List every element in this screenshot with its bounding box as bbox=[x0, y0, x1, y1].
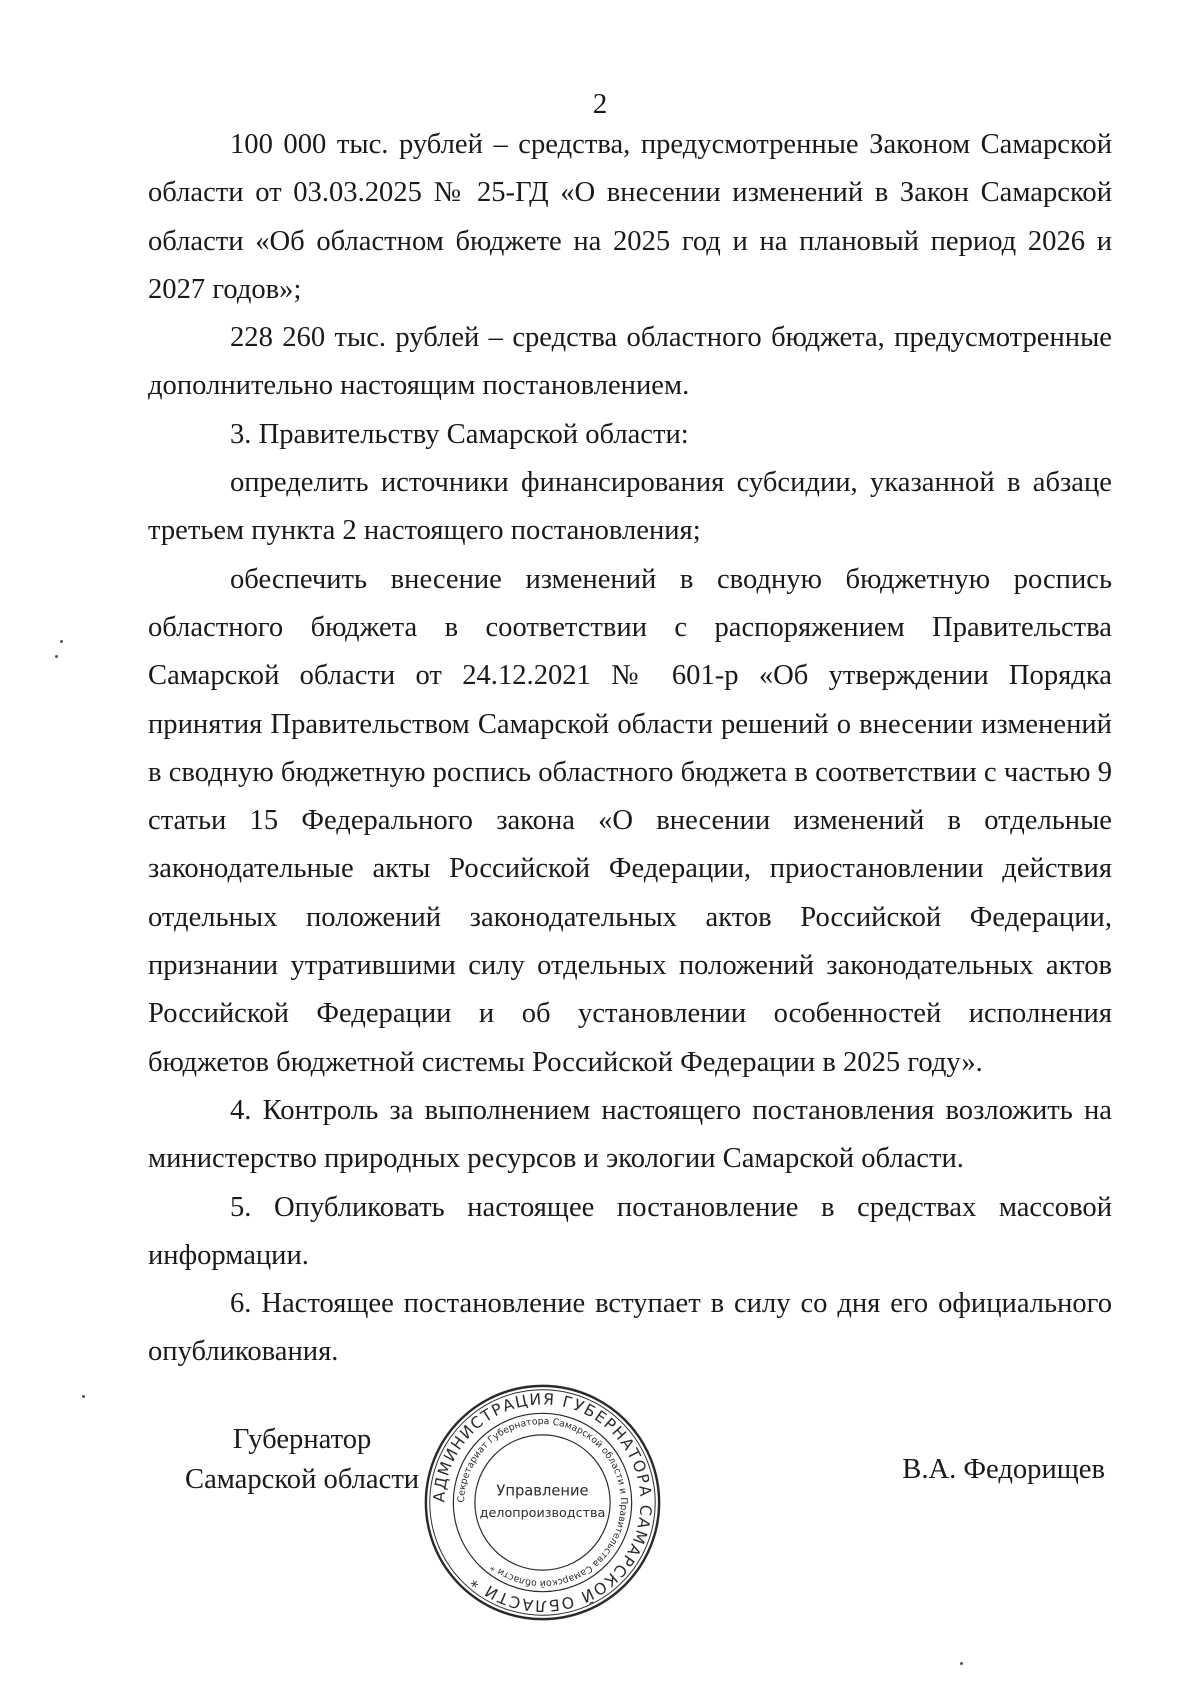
paragraph-item-3-budget-changes: обеспечить внесение изменений в сводную бюджетную роспись областного бюджета в соответствии с распоряжением Правительства Самарской области от 24.12.2021 № 601-р «Об утверждении Порядка принятия Правительством Самарской области решений о внесении изменений в сводную бюджетную роспись областного бюджета в соответствии с частью 9 статьи 15 Федерального закона «О внесении изменений в отдельные законодательные акты Российской Федерации, приостановлении действия отдельных положений законодательных актов Российской Федерации, признании утратившими силу отдельных положений законодательных актов Российской Федерации и об установлении особенностей исполнения бюджетов бюджетной системы Российской Федерации в 2025 году». bbox=[148, 563, 1112, 1078]
seal-center-line2: делопроизводства bbox=[479, 1506, 606, 1522]
official-seal bbox=[420, 1380, 665, 1625]
seal-inner-text: Секретариат Губернатора Самарской области и Правительства Самарской области * bbox=[456, 1416, 629, 1589]
scan-speck bbox=[960, 1662, 963, 1665]
paragraph-item-3-heading: 3. Правительству Самарской области: bbox=[230, 418, 689, 450]
scan-speck bbox=[60, 640, 63, 643]
scan-speck bbox=[82, 1395, 85, 1398]
seal-outer-text: АДМИНИСТРАЦИЯ ГУБЕРНАТОРА САМАРСКОЙ ОБЛАСТИ * bbox=[429, 1389, 656, 1616]
document-body bbox=[148, 121, 1112, 1377]
page-number: 2 bbox=[592, 88, 608, 120]
paragraph-item-5-publish: 5. Опубликовать настоящее постановление в средствах массовой информации. bbox=[148, 1191, 1112, 1271]
seal-center-line1: Управление bbox=[496, 1482, 589, 1500]
paragraph-item-6-effective: 6. Настоящее постановление вступает в силу со дня его официального опубликования. bbox=[148, 1288, 1112, 1368]
scan-speck bbox=[55, 655, 58, 658]
paragraph-item-4-control: 4. Контроль за выполнением настоящего постановления возложить на министерство природных ресурсов и экологии Самарской области. bbox=[148, 1094, 1112, 1175]
paragraph-item-3-sources: определить источники финансирования субсидии, указанной в абзаце третьем пункта 2 настоящего постановления; bbox=[148, 467, 1112, 547]
signatory-position-line2: Самарской области bbox=[185, 1464, 420, 1495]
signatory-position-line1: Губернатор bbox=[232, 1424, 372, 1455]
paragraph-funding-law: 100 000 тыс. рублей – средства, предусмотренные Законом Самарской области от 03.03.2025 № 25-ГД «О внесении изменений в Закон Самарской области «Об областном бюджете на 2025 год и на плановый период 2026 и 2027 годов»; bbox=[148, 129, 1112, 305]
signatory-name: В.А. Федорищев bbox=[902, 1454, 1105, 1485]
signatory-position bbox=[185, 1420, 419, 1500]
paragraph-funding-additional: 228 260 тыс. рублей – средства областного бюджета, предусмотренные дополнительно настоящим постановлением. bbox=[148, 322, 1112, 402]
